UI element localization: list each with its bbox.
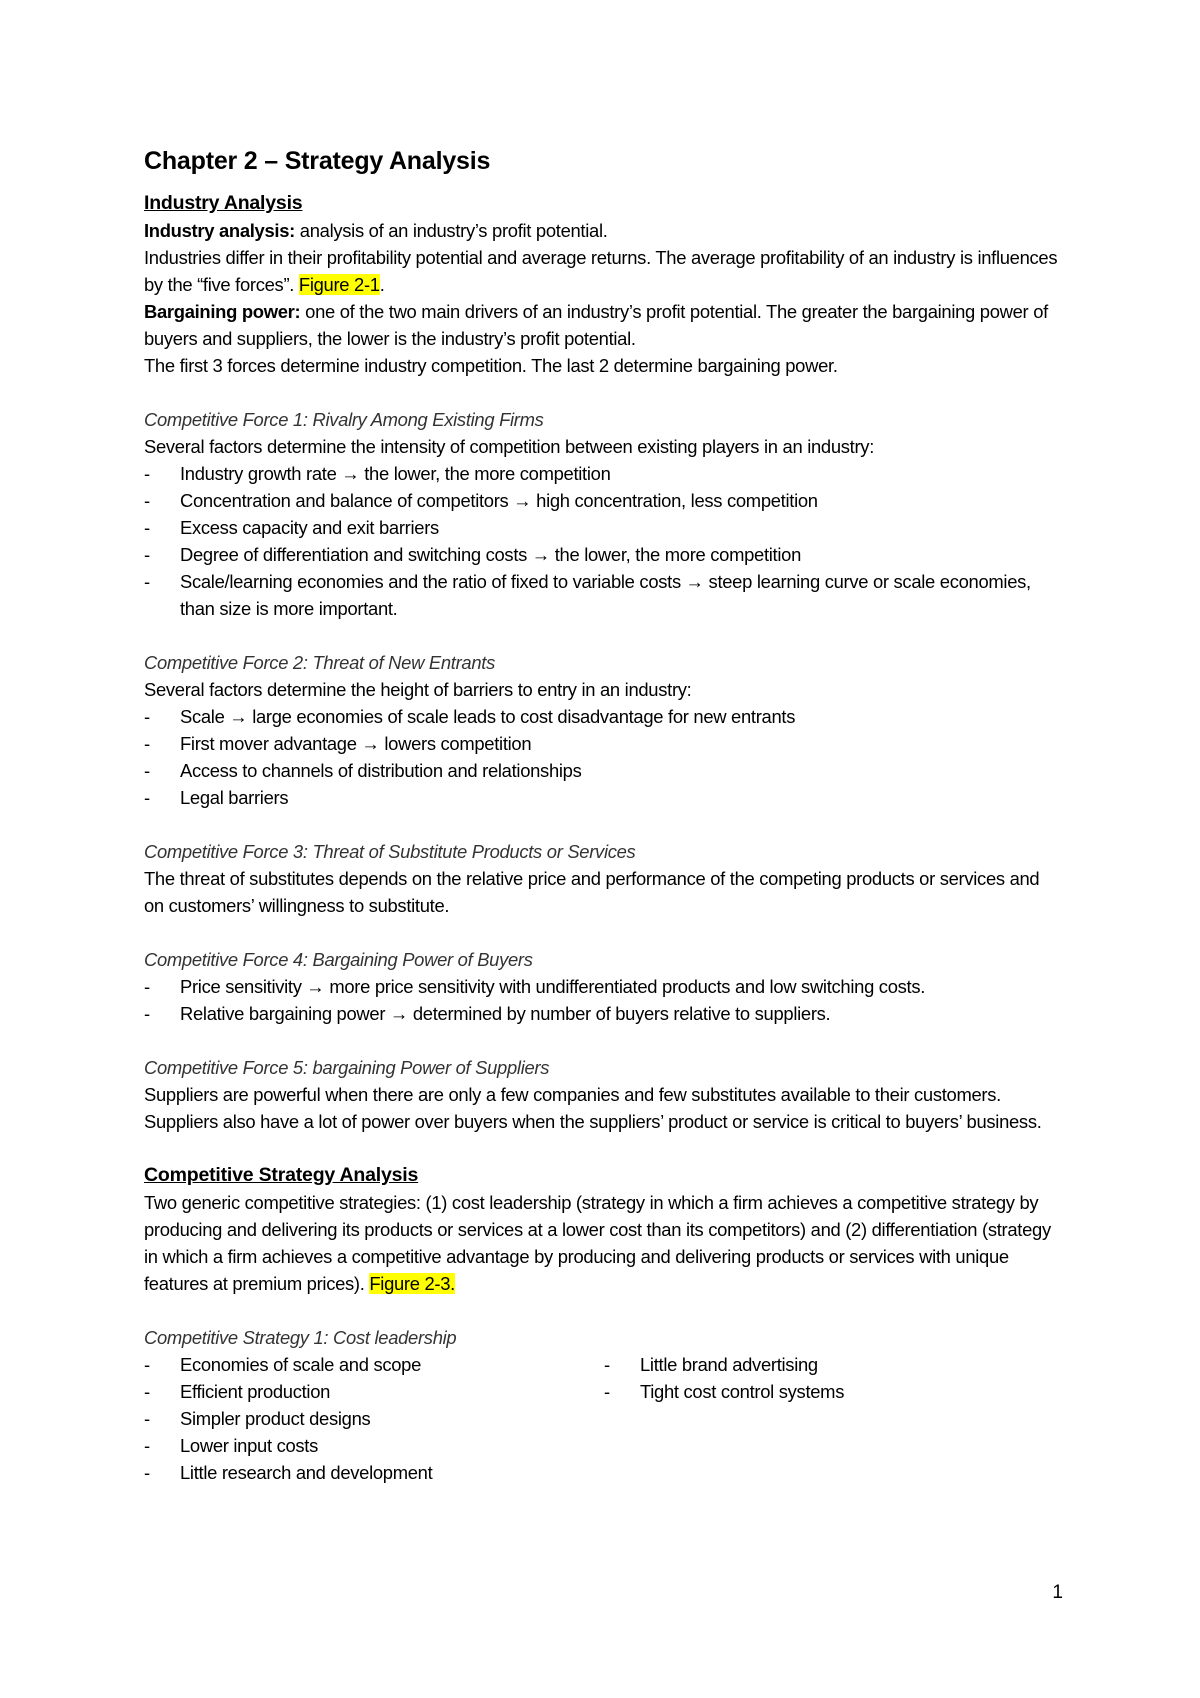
industries-paragraph — [144, 244, 1064, 298]
list-item: - Degree of differentiation and switching costs → the lower, the more competition — [144, 541, 1064, 568]
list-item: - Price sensitivity → more price sensitivity with undifferentiated products and low switching costs. — [144, 973, 1064, 1000]
list-item: - Relative bargaining power → determined by number of buyers relative to suppliers. — [144, 1000, 1064, 1027]
force-5-intro: Suppliers are powerful when there are only a few companies and few substitutes available to their customers. Suppliers also have a lot of power over buyers when the suppliers’ product or service is critical to buyers’ business. — [144, 1084, 1042, 1132]
list-item: - Scale → large economies of scale leads to cost disadvantage for new entrants — [144, 703, 1064, 730]
force-2-list — [144, 703, 1064, 811]
definition-paragraph — [144, 217, 1064, 244]
competitive-section — [144, 1189, 1064, 1486]
figure-ref-2-1[interactable]: Figure 2-1 — [298, 274, 380, 295]
force-2-intro: Several factors determine the height of barriers to entry in an industry: — [144, 679, 692, 700]
force-4-list — [144, 973, 1064, 1027]
list-item: - Excess capacity and exit barriers — [144, 514, 1064, 541]
definition-term: Industry analysis: — [144, 220, 295, 241]
industry-analysis-heading: Industry Analysis — [144, 192, 303, 214]
spacer — [144, 1027, 1064, 1054]
list-item: - Legal barriers — [144, 784, 1064, 811]
bargaining-paragraph — [144, 298, 1064, 352]
chapter-title: Chapter 2 – Strategy Analysis — [144, 147, 491, 175]
list-item: - Economies of scale and scope — [144, 1351, 604, 1378]
force-3-intro: The threat of substitutes depends on the relative price and performance of the competing products or services and on customers’ willingness to substitute. — [144, 868, 1040, 916]
industries-end: . — [379, 274, 385, 295]
spacer — [144, 811, 1064, 838]
competitive-paragraph — [144, 1189, 1064, 1297]
force-1-list — [144, 460, 1064, 622]
list-item: - Efficient production — [144, 1378, 604, 1405]
spacer — [144, 379, 1064, 406]
strategy-1-right-list — [604, 1351, 1064, 1486]
strategy-1-columns — [144, 1351, 1064, 1486]
list-item: - Concentration and balance of competitors → high concentration, less competition — [144, 487, 1064, 514]
spacer — [144, 622, 1064, 649]
list-item: - Industry growth rate → the lower, the more competition — [144, 460, 1064, 487]
list-item: - Simpler product designs — [144, 1405, 604, 1432]
list-item: - Little research and development — [144, 1459, 604, 1486]
competitive-text: Two generic competitive strategies: (1) cost leadership (strategy in which a firm achieves a competitive strategy by producing and delivering its products or services at a lower cost than its competitors) and (2) differentiation (strategy in which a firm achieves a competitive advantage by producing and delivering products or services with unique features at premium prices). — [144, 1192, 1051, 1294]
bargaining-term: Bargaining power: — [144, 301, 301, 322]
list-item: - Lower input costs — [144, 1432, 604, 1459]
definition-text: analysis of an industry’s profit potential. — [294, 220, 608, 241]
spacer — [144, 919, 1064, 946]
industry-section — [144, 217, 1064, 1135]
list-item: - Little brand advertising — [604, 1351, 1064, 1378]
strategy-1-title: Competitive Strategy 1: Cost leadership — [144, 1327, 457, 1348]
industries-text: Industries differ in their profitability potential and average returns. The average profitability of an industry is influences by the “five forces”. — [144, 247, 1058, 295]
force-5-title: Competitive Force 5: bargaining Power of Suppliers — [144, 1057, 550, 1078]
force-1-intro: Several factors determine the intensity of competition between existing players in an industry: — [144, 436, 874, 457]
force-1-title: Competitive Force 1: Rivalry Among Existing Firms — [144, 409, 544, 430]
forces-summary: The first 3 forces determine industry competition. The last 2 determine bargaining power. — [144, 355, 838, 376]
competitive-strategy-heading: Competitive Strategy Analysis — [144, 1164, 419, 1186]
strategy-1-left-list — [144, 1351, 604, 1486]
document-page — [144, 144, 1064, 1486]
bargaining-text: one of the two main drivers of an industry’s profit potential. The greater the bargaining power of buyers and suppliers, the lower is the industry’s profit potential. — [144, 301, 1048, 349]
force-2-title: Competitive Force 2: Threat of New Entrants — [144, 652, 495, 673]
page-number: 1 — [1052, 1582, 1063, 1603]
force-4-title: Competitive Force 4: Bargaining Power of Buyers — [144, 949, 533, 970]
figure-ref-2-3[interactable]: Figure 2-3. — [369, 1273, 455, 1294]
list-item: - Access to channels of distribution and relationships — [144, 757, 1064, 784]
list-item: - Tight cost control systems — [604, 1378, 1064, 1405]
spacer — [144, 1297, 1064, 1324]
list-item: - First mover advantage → lowers competition — [144, 730, 1064, 757]
force-3-title: Competitive Force 3: Threat of Substitute Products or Services — [144, 841, 636, 862]
list-item: - Scale/learning economies and the ratio of fixed to variable costs → steep learning curve or scale economies, than size is more important. — [144, 568, 1064, 622]
